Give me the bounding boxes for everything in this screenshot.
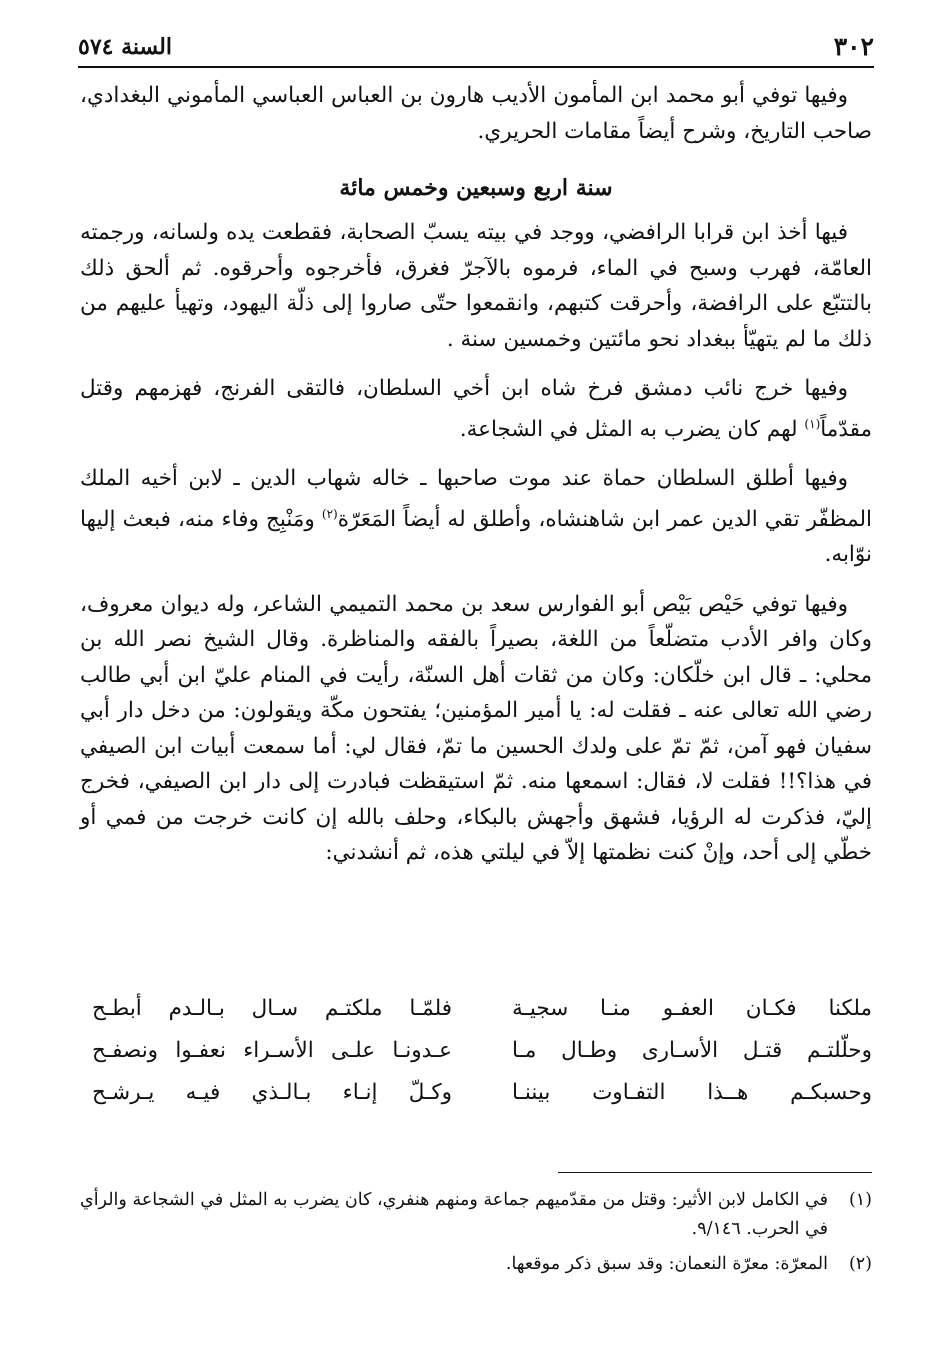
verse-second-hemistich: عـدونـا علـى الأسـراء نعفـوا ونصفـح bbox=[92, 1038, 452, 1063]
page-header bbox=[78, 32, 874, 68]
paragraph-hama bbox=[80, 461, 872, 573]
footnote-text: في الكامل لابن الأثير: وقتل من مقدّميهم جماعة ومنهم هنفري، كان يضرب به المثل في الشجاعة والرأي في الحرب. ٩/١٤٦. bbox=[80, 1190, 828, 1239]
verse-first-hemistich: ملكنا فكـان العفـو منـا سجيـة bbox=[512, 996, 872, 1021]
paragraph-hays-bays: وفيها توفي حَيْص بَيْص أبو الفوارس سعد بن محمد التميمي الشاعر، وله ديوان معروف، وكان وافر الأدب متضلّعاً من اللغة، بصيراً بالفقه والمناظرة. وقال الشيخ نصر الله بن محلي: ـ قال ابن خلّكان: وكان من ثقات أهل السنّة، رأيت في المنام عليّ ابن أبي طالب رضي الله تعالى عنه ـ فقلت له: يا أمير المؤمنين؛ يفتحون مكّة ويقولون: من دخل دار أبي سفيان فهو آمن، ثمّ تمّ على ولدك الحسين ما تمّ، فقال لي: أما سمعت أبيات ابن الصيفي في هذا؟!! فقلت لا، فقال: اسمعها منه. ثمّ استيقظت فبادرت إلى دار ابن الصيفي، فخرج إليّ، فذكرت له الرؤيا، فشهق وأجهش بالبكاء، وحلف بالله إن كانت خرجت من فمي أو خطّي إلى أحد، وإنْ كنت نظمتها إلاّ في ليلتي هذه، ثم أنشدني: bbox=[80, 591, 872, 866]
footnote-2 bbox=[80, 1250, 872, 1279]
verse-second-hemistich: فلمّـا ملكتـم سـال بـالـدم أبطـح bbox=[92, 996, 452, 1021]
verse-first-hemistich: وحسبكـم هــذا التفـاوت بيننـا bbox=[512, 1080, 872, 1105]
paragraph-text: لهم كان يضرب به المثل في الشجاعة. bbox=[459, 416, 805, 442]
paragraph-farrukh-shah bbox=[80, 371, 872, 447]
verse-second-hemistich: وكـلّ إنـاء بـالـذي فيـه يـرشـح bbox=[92, 1080, 452, 1105]
poem bbox=[92, 996, 872, 1122]
poem-verse bbox=[92, 996, 872, 1038]
main-text bbox=[80, 78, 872, 885]
paragraph-text: وفيها خرج نائب دمشق فرخ شاه ابن أخي السلطان، فالتقى الفرنج، فهزمهم وقتل مقدّماً bbox=[80, 376, 872, 442]
footnotes bbox=[80, 1186, 872, 1279]
poem-verse bbox=[92, 1080, 872, 1122]
footnote-text: المعرّة: معرّة النعمان: وقد سبق ذكر موقعها. bbox=[505, 1254, 828, 1274]
section-heading: سنة اربع وسبعين وخمس مائة bbox=[339, 175, 613, 201]
paragraph-text: ومَنْبِج وفاء منه، فبعث إليها نوّابه. bbox=[80, 506, 872, 568]
footnote-1 bbox=[80, 1186, 872, 1244]
paragraph-death-ibn-al-mamun: وفيها توفي أبو محمد ابن المأمون الأديب هارون بن العباس العباسي المأموني البغدادي، صاحب التاريخ، وشرح أيضاً مقامات الحريري. bbox=[80, 83, 872, 144]
footnote-number: (٢) bbox=[848, 1254, 872, 1274]
footnote-ref-2[interactable]: (٢) bbox=[321, 506, 338, 521]
footnote-divider bbox=[558, 1172, 872, 1173]
paragraph-text: وفيها أطلق السلطان حماة عند موت صاحبها ـ خاله شهاب الدين ـ لابن أخيه الملك المظفّر تقي الدين عمر ابن شاهنشاه، وأطلق له أيضاً المَعَرّة bbox=[80, 466, 873, 532]
paragraph-ibn-qaraba: فيها أخذ ابن قرابا الرافضي، ووجد في بيته يسبّ الصحابة، فقطعت يده ولسانه، ورجمته العامّة، فهرب وسبح في الماء، فرموه بالآجرّ فغرق، فأخرجوه وأحرقوه. ثم ألحق ذلك بالتتبّع على الرافضة، وأحرقت كتبهم، وانقمعوا حتّى صاروا إلى ذلّة اليهود، وتهيأ عليهم من ذلك ما لم يتهيّأ ببغداد نحو مائتين وخمسين سنة . bbox=[80, 220, 872, 352]
page-number: ٣٠٢ bbox=[833, 32, 874, 61]
poem-verse bbox=[92, 1038, 872, 1080]
footnote-number: (١) bbox=[848, 1190, 872, 1210]
verse-first-hemistich: وحلّلتـم قتـل الأسـارى وطـال مـا bbox=[512, 1038, 872, 1063]
footnote-ref-1[interactable]: (١) bbox=[804, 416, 821, 431]
running-title-year: السنة ٥٧٤ bbox=[78, 34, 172, 60]
